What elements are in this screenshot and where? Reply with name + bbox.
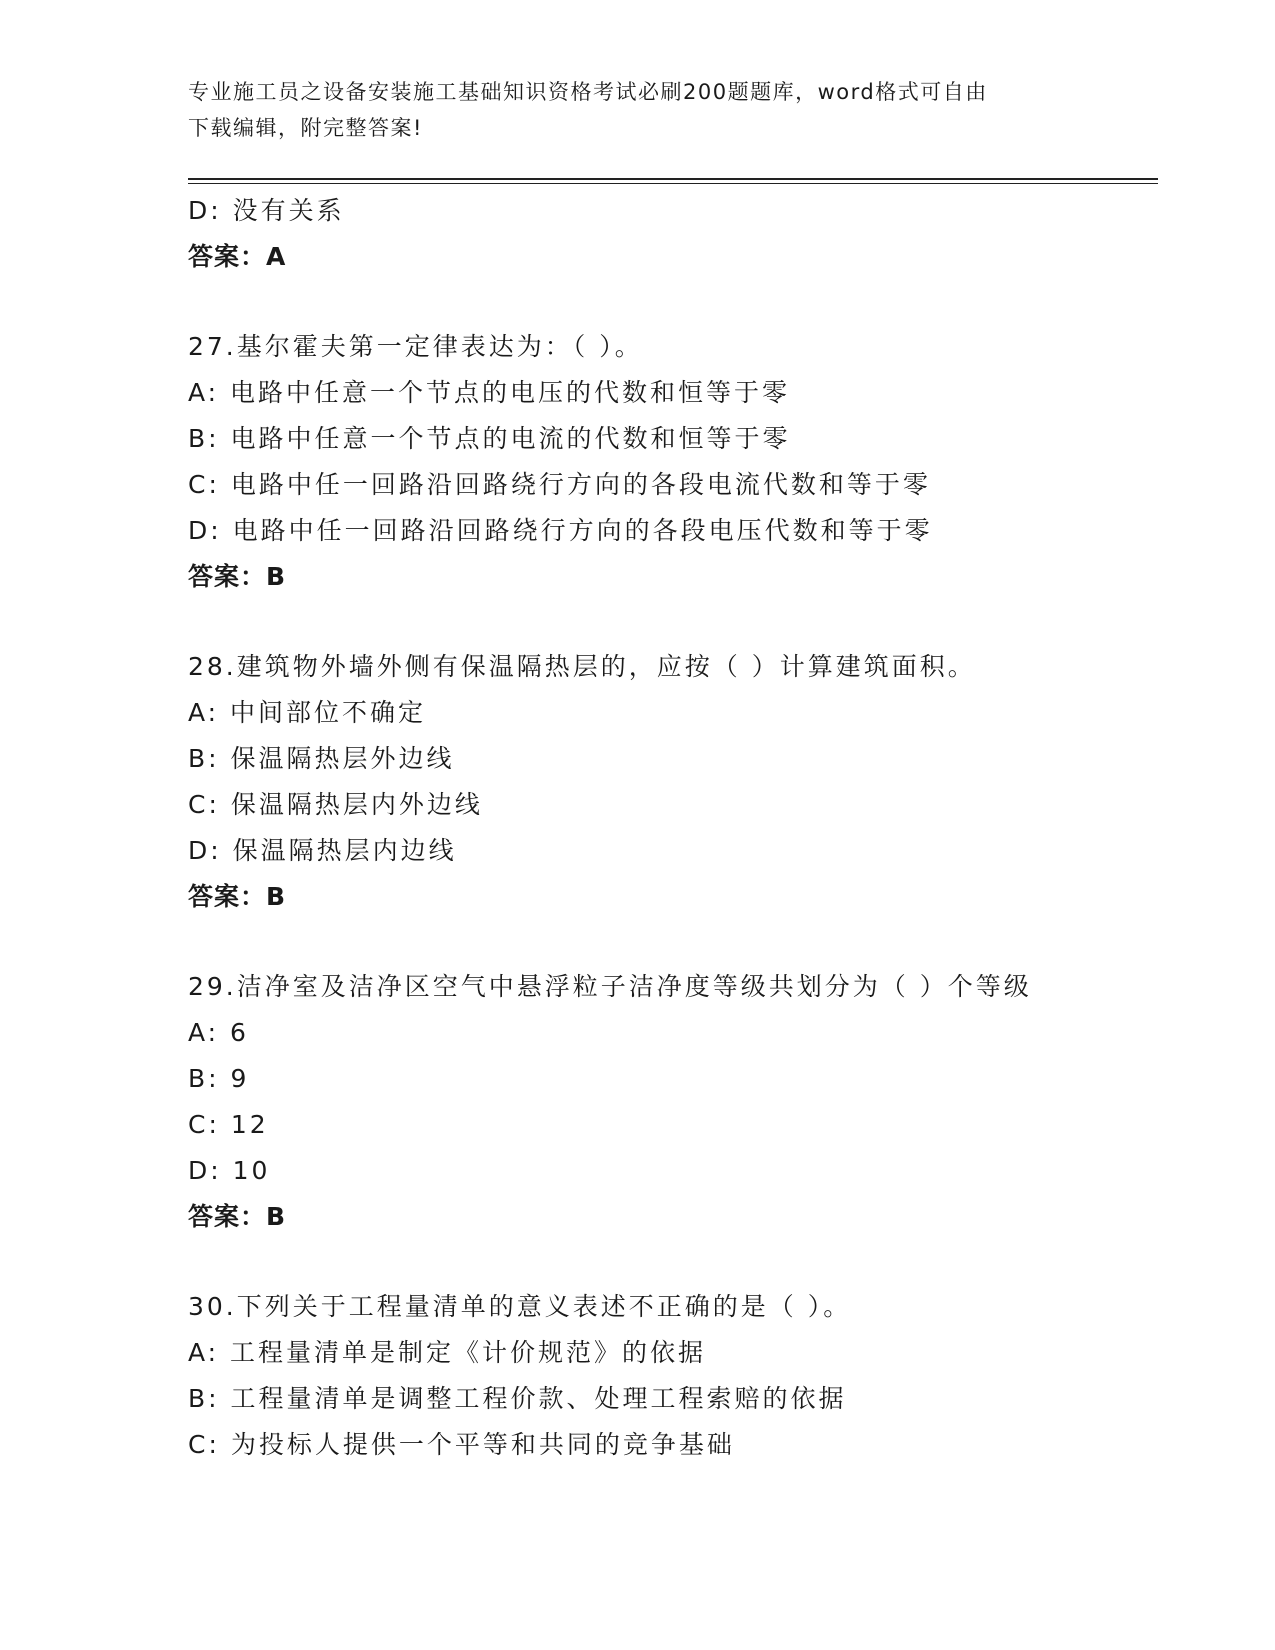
header-rule-top — [188, 178, 1158, 180]
document-content — [188, 188, 1158, 1468]
option-d: D: 没有关系 — [188, 196, 345, 225]
question-26-tail — [188, 188, 1158, 280]
option-d: D: 10 — [188, 1156, 271, 1185]
page-header — [188, 74, 1088, 146]
header-line-2: 下载编辑，附完整答案! — [188, 116, 423, 140]
question-stem: 29.洁净室及洁净区空气中悬浮粒子洁净度等级共划分为（ ）个等级 — [188, 972, 1032, 1001]
header-rule-bottom — [188, 183, 1158, 184]
option-a: A: 6 — [188, 1018, 249, 1047]
option-b: B: 9 — [188, 1064, 250, 1093]
answer: 答案：A — [188, 242, 287, 271]
answer: 答案：B — [188, 1202, 287, 1231]
question-stem: 28.建筑物外墙外侧有保温隔热层的，应按（ ）计算建筑面积。 — [188, 652, 976, 681]
question-29 — [188, 964, 1158, 1240]
option-c: C: 12 — [188, 1110, 269, 1139]
answer: 答案：B — [188, 882, 287, 911]
question-stem: 27.基尔霍夫第一定律表达为：（ ）。 — [188, 332, 643, 361]
question-30 — [188, 1284, 1158, 1468]
option-a: A: 工程量清单是制定《计价规范》的依据 — [188, 1338, 707, 1367]
option-d: D: 电路中任一回路沿回路绕行方向的各段电压代数和等于零 — [188, 516, 933, 545]
question-stem: 30.下列关于工程量清单的意义表述不正确的是（ ）。 — [188, 1292, 852, 1321]
question-27 — [188, 324, 1158, 600]
option-c: C: 保温隔热层内外边线 — [188, 790, 483, 819]
option-d: D: 保温隔热层内边线 — [188, 836, 457, 865]
option-c: C: 为投标人提供一个平等和共同的竞争基础 — [188, 1430, 735, 1459]
option-b: B: 电路中任意一个节点的电流的代数和恒等于零 — [188, 424, 791, 453]
option-b: B: 保温隔热层外边线 — [188, 744, 455, 773]
option-c: C: 电路中任一回路沿回路绕行方向的各段电流代数和等于零 — [188, 470, 931, 499]
option-b: B: 工程量清单是调整工程价款、处理工程索赔的依据 — [188, 1384, 847, 1413]
header-line-1: 专业施工员之设备安装施工基础知识资格考试必刷200题题库，word格式可自由 — [188, 80, 988, 104]
question-28 — [188, 644, 1158, 920]
answer: 答案：B — [188, 562, 287, 591]
option-a: A: 电路中任意一个节点的电压的代数和恒等于零 — [188, 378, 791, 407]
option-a: A: 中间部位不确定 — [188, 698, 427, 727]
